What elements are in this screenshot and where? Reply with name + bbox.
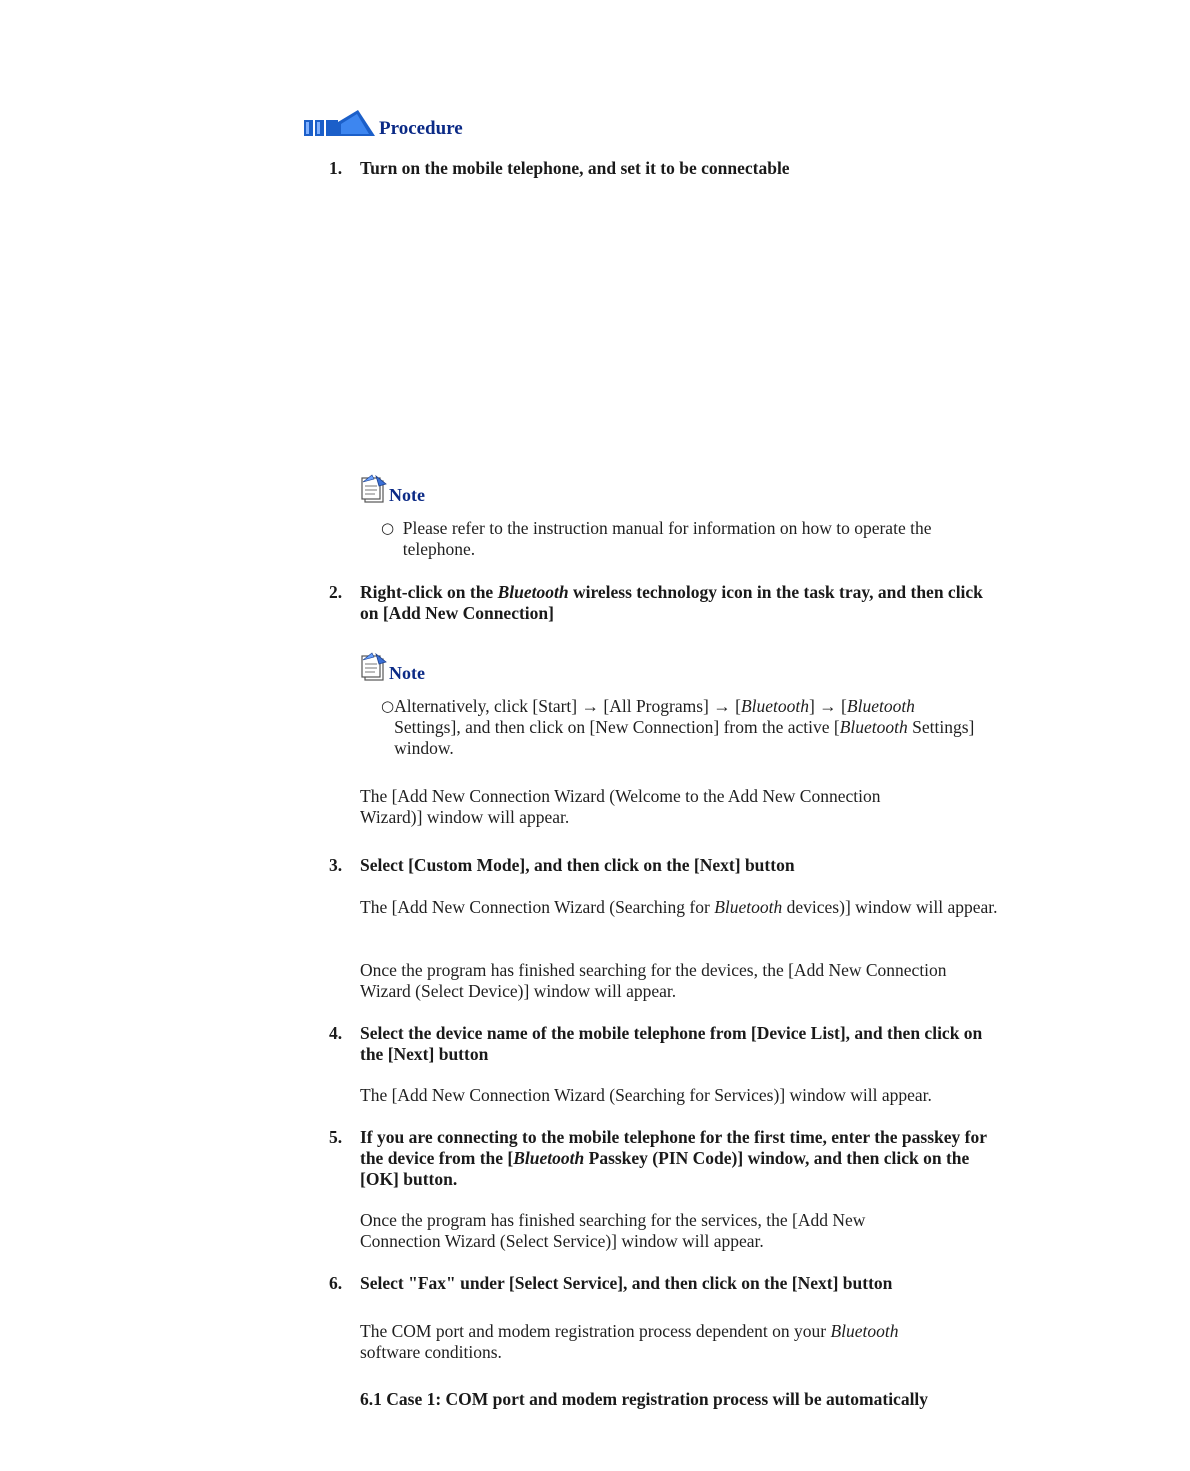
step-6-title: Select "Fax" under [Select Service], and then click on the [Next] button [360,1273,893,1293]
note-2-bullet [381,696,981,759]
note-1-header [360,472,425,504]
step-6-case-1-heading: 6.1 Case 1: COM port and modem registration process will be automatically [360,1389,929,1409]
note-2-title: Note [389,663,425,683]
step-5-number: 5. [329,1127,343,1147]
step-5-result: Once the program has finished searching for the services, the [Add New Connection Wizard (Select Service)] window will appear. [360,1210,866,1251]
step-2-title: Right-click on the Bluetooth wireless technology icon in the task tray, and then click on [Add New Connection] [360,582,983,623]
procedure-header [303,108,463,138]
note-2-header [360,650,425,682]
step-5-title: If you are connecting to the mobile telephone for the first time, enter the passkey for the device from the [Bluetooth Passkey (PIN Code)] window, and then click on the [OK] button. [360,1127,987,1189]
note-icon [360,652,388,682]
step-1-title: Turn on the mobile telephone, and set it to be connectable [360,158,790,178]
step-3-title: Select [Custom Mode], and then click on the [Next] button [360,855,795,875]
procedure-arrow-icon [303,110,375,138]
note-1-text: Please refer to the instruction manual for information on how to operate the telephone. [402,518,932,559]
note-icon [360,474,388,504]
bullet-circle-icon: ○ [381,519,395,537]
step-4-title: Select the device name of the mobile telephone from [Device List], and then click on the [Next] button [360,1023,983,1064]
note-2-text: Alternatively, click [Start] → [All Programs] → [Bluetooth] → [Bluetooth Settings], and then click on [New Connection] from the active [Bluetooth Settings] window. [394,696,975,758]
step-2-number: 2. [329,582,343,602]
note-1-title: Note [389,485,425,505]
step-3-result-1: The [Add New Connection Wizard (Searching for Bluetooth devices)] window will appear. [360,897,998,917]
step-4-number: 4. [329,1023,343,1043]
step-6-result: The COM port and modem registration process dependent on your Bluetooth software conditions. [360,1321,899,1362]
step-3-number: 3. [329,855,343,875]
step-6-number: 6. [329,1273,343,1293]
step-3-result-2: Once the program has finished searching for the devices, the [Add New Connection Wizard (Select Device)] window will appear. [360,960,947,1001]
step-1-number: 1. [329,158,343,178]
step-2-result: The [Add New Connection Wizard (Welcome to the Add New Connection Wizard)] window will appear. [360,786,881,827]
note-1-bullet [381,518,1001,560]
bullet-circle-icon: ○ [381,697,395,715]
step-4-result: The [Add New Connection Wizard (Searching for Services)] window will appear. [360,1085,932,1105]
procedure-title: Procedure [379,118,463,139]
